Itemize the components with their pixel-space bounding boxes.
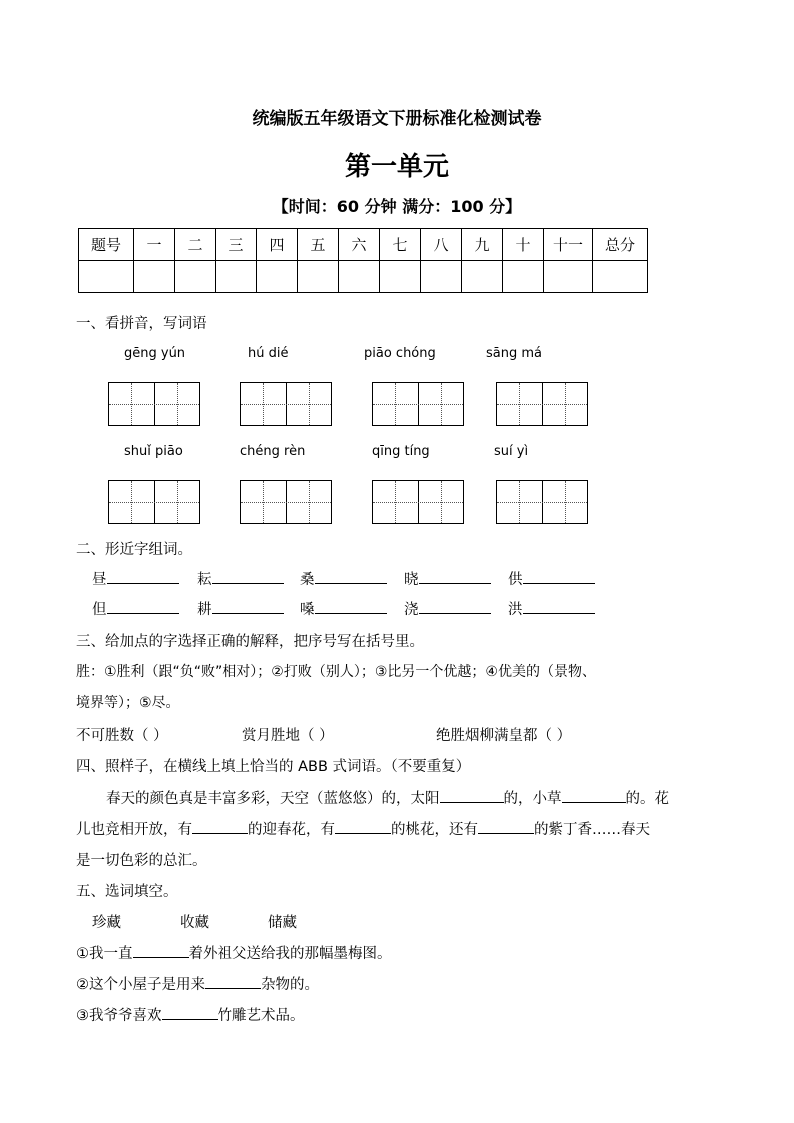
score-header-cell: 十 [503,229,544,261]
question-line [76,942,392,963]
paragraph-line [76,818,650,839]
paragraph-line: 是一切色彩的总汇。 [76,853,207,869]
phrase-item[interactable]: 绝胜烟柳满皇都（ ） [436,728,572,744]
score-table-header-row [79,229,648,261]
score-cell[interactable] [134,261,175,293]
text-segment: ③我爷爷喜欢 [76,1008,162,1024]
text-segment: 的桃花，还有 [391,822,478,838]
writing-grid[interactable] [240,382,332,426]
char-label: 浇 [404,602,419,618]
char-item [92,568,179,589]
writing-grid[interactable] [496,480,588,524]
answer-blank[interactable] [107,569,179,584]
definition-line: 境界等）；⑤尽。 [76,695,180,711]
char-label: 耕 [197,602,212,618]
score-table-score-row [79,261,648,293]
answer-blank[interactable] [478,819,534,834]
pinyin-label: piāo chóng [364,346,436,361]
answer-blank[interactable] [523,599,595,614]
answer-blank[interactable] [315,599,387,614]
text-segment: 竹雕艺术品。 [217,1008,305,1024]
pinyin-label: sāng má [486,346,542,361]
answer-blank[interactable] [523,569,595,584]
score-header-cell: 五 [298,229,339,261]
pinyin-label: gēng yún [124,346,186,361]
pinyin-label: suí yì [494,444,529,459]
score-cell[interactable] [380,261,421,293]
unit-title: 第一单元 [344,152,449,182]
text-segment: 杂物的。 [261,977,319,993]
text-segment: 的，小草 [503,791,562,807]
score-header-cell: 四 [257,229,298,261]
answer-blank[interactable] [192,819,248,834]
section1-heading: 一、看拼音，写词语 [76,316,207,332]
section4-heading: 四、照样子，在横线上填上恰当的 ABB 式词语。（不要重复） [76,759,471,775]
section2-heading: 二、形近字组词。 [76,542,192,558]
score-cell[interactable] [79,261,134,293]
answer-blank[interactable] [562,788,626,803]
score-header-cell: 题号 [79,229,134,261]
score-cell[interactable] [421,261,462,293]
pinyin-label: chéng rèn [240,444,306,459]
phrase-item[interactable]: 不可胜数（ ） [76,728,168,744]
question-line [76,973,319,994]
question-line [76,1004,305,1025]
writing-grid[interactable] [108,382,200,426]
char-item [404,598,491,619]
score-header-cell: 八 [421,229,462,261]
writing-grid[interactable] [240,480,332,524]
pinyin-label: hú dié [248,346,289,361]
score-cell[interactable] [339,261,380,293]
text-segment: ①我一直 [76,946,133,962]
answer-blank[interactable] [440,788,504,803]
score-header-cell: 总分 [593,229,648,261]
text-segment: 的。花 [625,791,669,807]
answer-blank[interactable] [335,819,391,834]
char-label: 桑 [300,572,315,588]
score-table [78,228,648,293]
char-item [508,598,595,619]
writing-grid[interactable] [496,382,588,426]
word-option: 储藏 [268,915,297,931]
score-cell[interactable] [175,261,216,293]
text-segment: 着外祖父送给我的那幅墨梅图。 [188,946,392,962]
score-cell[interactable] [462,261,503,293]
char-item [404,568,491,589]
score-cell[interactable] [298,261,339,293]
text-segment: 春天的颜色真是丰富多彩，天空（蓝悠悠）的，太阳 [106,791,440,807]
char-label: 昼 [92,572,107,588]
exam-title: 统编版五年级语文下册标准化检测试卷 [252,109,542,129]
score-cell[interactable] [216,261,257,293]
char-item [197,568,284,589]
score-cell[interactable] [257,261,298,293]
text-segment: ②这个小屋子是用来 [76,977,205,993]
paragraph-line [106,787,669,808]
definition-line: 胜：①胜利（跟“负“败”相对）；②打败（别人）；③比另一个优越；④优美的（景物、 [76,664,596,680]
answer-blank[interactable] [107,599,179,614]
char-item [300,568,387,589]
writing-grid[interactable] [108,480,200,524]
char-item [92,598,179,619]
section3-heading: 三、给加点的字选择正确的解释，把序号写在括号里。 [76,634,424,650]
time-score-info: 【时间：60 分钟 满分：100 分】 [272,197,522,216]
section5-heading: 五、选词填空。 [76,884,178,900]
text-segment: 的紫丁香……春天 [534,822,650,838]
text-segment: 的迎春花，有 [248,822,335,838]
score-header-cell: 十一 [544,229,593,261]
answer-blank[interactable] [212,569,284,584]
score-cell[interactable] [544,261,593,293]
text-segment: 儿也竞相开放，有 [76,822,192,838]
char-label: 洪 [508,602,523,618]
answer-blank[interactable] [419,599,491,614]
answer-blank[interactable] [419,569,491,584]
writing-grid[interactable] [372,382,464,426]
char-item [197,598,284,619]
char-label: 嗓 [300,602,315,618]
score-header-cell: 七 [380,229,421,261]
answer-blank[interactable] [133,943,189,958]
score-header-cell: 一 [134,229,175,261]
char-item [508,568,595,589]
score-header-cell: 三 [216,229,257,261]
score-header-cell: 九 [462,229,503,261]
word-option: 收藏 [180,915,209,931]
score-cell[interactable] [593,261,648,293]
score-header-cell: 六 [339,229,380,261]
writing-grid[interactable] [372,480,464,524]
word-option: 珍藏 [92,915,121,931]
answer-blank[interactable] [205,974,261,989]
char-item [300,598,387,619]
char-label: 晓 [404,572,419,588]
pinyin-label: qīng tíng [372,444,430,459]
pinyin-label: shuǐ piāo [124,444,183,459]
answer-blank[interactable] [315,569,387,584]
answer-blank[interactable] [162,1005,218,1020]
score-cell[interactable] [503,261,544,293]
phrase-item[interactable]: 赏月胜地（ ） [242,728,334,744]
char-label: 供 [508,572,523,588]
char-label: 耘 [197,572,212,588]
score-header-cell: 二 [175,229,216,261]
answer-blank[interactable] [212,599,284,614]
char-label: 但 [92,602,107,618]
